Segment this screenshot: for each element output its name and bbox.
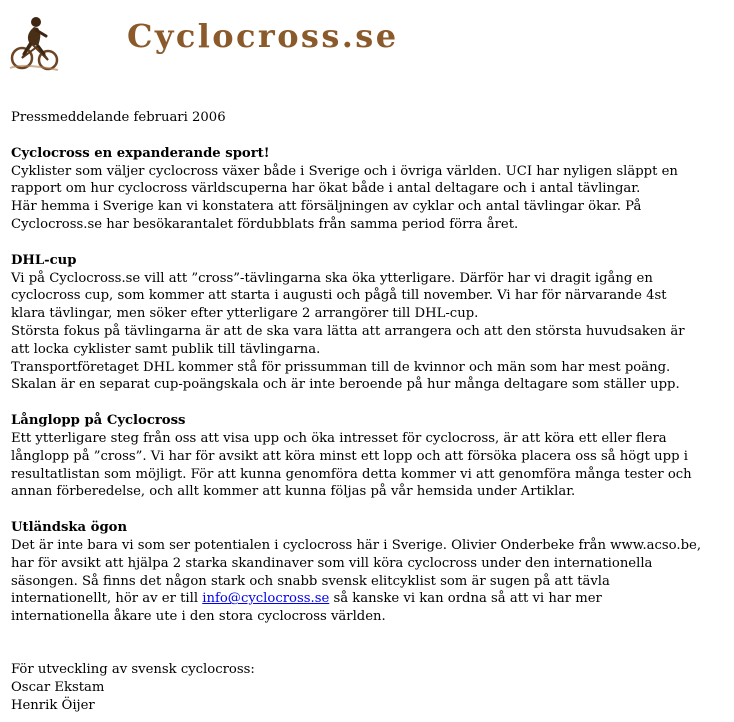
section-heading: Cyclocross en expanderande sport!: [11, 145, 270, 161]
section-long-distance: [11, 412, 729, 501]
paragraph-line: annan förberedelse, och allt kommer att kunna följas på vår hemsida under Artiklar.: [11, 484, 576, 500]
site-title: Cyclocross.se: [127, 17, 399, 55]
paragraph-line: internationella åkare ute i den stora cyclocross världen.: [11, 609, 386, 625]
paragraph-line: rapport om hur cyclocross världscuperna har ökat både i antal deltagare och i antal tävlingar.: [11, 181, 641, 197]
paragraph-line: Vi på Cyclocross.se vill att ”cross”-tävlingarna ska öka ytterligare. Därför har vi dragit igång en: [11, 270, 653, 286]
press-release-date: Pressmeddelande februari 2006: [11, 110, 226, 125]
text-before-email: internationellt, hör av er till: [11, 591, 203, 607]
paragraph-line: Transportföretaget DHL kommer stå för prissumman till de kvinnor och män som har mest poäng.: [11, 359, 671, 375]
email-link[interactable]: info@cyclocross.se: [202, 591, 330, 607]
section-dhl-cup: [11, 252, 729, 394]
paragraph-line: att locka cyklister samt publik till tävlingarna.: [11, 341, 321, 357]
paragraph-line: cyclocross cup, som kommer att starta i augusti och pågå till november. Vi har för närvarande 4st: [11, 288, 667, 304]
paragraph-line: Det är inte bara vi som ser potentialen i cyclocross här i Sverige. Olivier Onderbeke från www.acso.be,: [11, 537, 702, 553]
section-expanding-sport: [11, 145, 729, 234]
paragraph-line: Skalan är en separat cup-poängskala och är inte beroende på hur många deltagare som ställer upp.: [11, 377, 680, 393]
section-foreign-eyes: [11, 519, 729, 626]
paragraph-line: långlopp på ”cross”. Vi har för avsikt att köra minst ett lopp och att försöka placera oss så högt upp i: [11, 448, 688, 464]
press-release-body: [11, 109, 729, 714]
cyclist-logo-icon: [8, 14, 60, 72]
signature-name: Oscar Ekstam: [11, 679, 105, 695]
paragraph-line: säsongen. Så finns det någon stark och snabb svensk elitcyklist som är sugen på att tävla: [11, 573, 610, 589]
section-heading: DHL-cup: [11, 252, 77, 268]
paragraph-line: Cyclocross.se har besökarantalet fördubblats från samma period förra året.: [11, 216, 519, 232]
section-heading: Utländska ögon: [11, 520, 128, 536]
paragraph-line: Cyklister som väljer cyclocross växer både i Sverige och i övriga världen. UCI har nyligen släppt en: [11, 163, 678, 179]
signature-intro: För utveckling av svensk cyclocross:: [11, 661, 255, 677]
paragraph-line: Här hemma i Sverige kan vi konstatera att försäljningen av cyklar och antal tävlingar ökar. På: [11, 199, 642, 215]
signature-name: Henrik Öijer: [11, 697, 95, 713]
paragraph-line: [11, 590, 729, 608]
signature-block: [11, 661, 729, 714]
page-header: [0, 0, 734, 80]
text-after-email: så kanske vi kan ordna så att vi har mer: [329, 591, 602, 607]
paragraph-line: Ett ytterligare steg från oss att visa upp och öka intresset för cyclocross, är att köra ett eller flera: [11, 430, 667, 446]
paragraph-line: klara tävlingar, men söker efter ytterligare 2 arrangörer till DHL-cup.: [11, 306, 479, 322]
paragraph-line: har för avsikt att hjälpa 2 starka skandinaver som vill köra cyclocross under den internationella: [11, 555, 653, 571]
paragraph-line: resultatlistan som möjligt. För att kunna genomföra detta kommer vi att genomföra många tester och: [11, 466, 692, 482]
paragraph-line: Största fokus på tävlingarna är att de ska vara lätta att arrangera och att den största huvudsaken är: [11, 323, 685, 339]
section-heading: Långlopp på Cyclocross: [11, 413, 186, 429]
